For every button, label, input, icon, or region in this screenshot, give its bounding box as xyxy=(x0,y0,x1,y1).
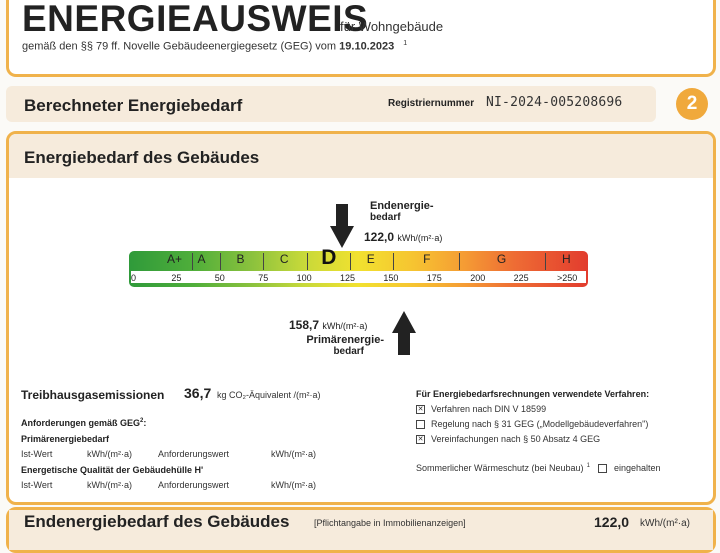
energy-class-e: E xyxy=(366,252,375,266)
procedures-title: Für Energiebedarfsrechnungen verwendete Verfahren: xyxy=(416,389,650,399)
energy-class-d: D xyxy=(321,246,337,269)
energy-class-a-plus: A+ xyxy=(167,252,183,266)
procedure-checkbox[interactable]: ✕ xyxy=(417,436,424,444)
class-separator xyxy=(220,253,221,270)
final-energy-title: Endenergiebedarf des Gebäudes xyxy=(24,512,290,531)
procedure-checkbox[interactable] xyxy=(416,420,425,429)
law-footnote: 1 xyxy=(403,40,408,47)
document-subtitle: für Wohngebäude xyxy=(340,19,444,34)
primary-energy-arrow-icon xyxy=(392,311,416,355)
scale-tick-label: 0 xyxy=(131,273,137,283)
end-energy-label: Endenergie- bedarf xyxy=(370,200,434,223)
scale-tick-label: 25 xyxy=(171,273,182,283)
primary-actual-label: Ist-Wert xyxy=(21,449,53,459)
scale-tick-label: 75 xyxy=(258,273,269,283)
energy-demand-title: Energiebedarf des Gebäudes xyxy=(24,148,260,167)
primary-required-unit: kWh/(m²·a) xyxy=(271,449,316,459)
final-energy-unit: kWh/(m²·a) xyxy=(640,518,690,529)
summer-protection-row: Sommerlicher Wärmeschutz (bei Neubau) $^1$ eingehalten xyxy=(416,463,661,473)
emissions-value: 36,7 xyxy=(184,385,212,401)
requirements-title: Anforderungen gemäß GEG$^2$: xyxy=(21,418,147,428)
class-separator xyxy=(192,253,193,270)
procedure-checkbox[interactable]: ✕ xyxy=(417,406,424,414)
scale-tick-label: 150 xyxy=(383,273,399,283)
energy-class-a: A xyxy=(197,252,206,266)
energy-class-c: C xyxy=(279,252,289,266)
final-energy-note: [Pflichtangabe in Immobilienanzeigen] xyxy=(314,518,466,528)
page-number-badge: 2 xyxy=(676,88,708,120)
section-title: Berechneter Energiebedarf xyxy=(24,96,243,115)
scale-tick-label: 200 xyxy=(470,273,486,283)
scale-tick-label: 125 xyxy=(340,273,356,283)
envelope-required-unit: kWh/(m²·a) xyxy=(271,480,316,490)
procedure-label: Vereinfachungen nach § 50 Absatz 4 GEG xyxy=(431,434,601,444)
emissions-unit: kg CO₂-Äquivalent /(m²·a) xyxy=(217,390,321,400)
class-separator xyxy=(307,253,308,270)
class-separator xyxy=(350,253,351,270)
primary-required-label: Anforderungswert xyxy=(158,449,230,459)
envelope-requirement-title: Energetische Qualität der Gebäudehülle H' xyxy=(21,465,204,475)
primary-requirement-title: Primärenergiebedarf xyxy=(21,434,110,444)
class-separator xyxy=(459,253,460,270)
registration-label: Registriernummer xyxy=(388,98,475,109)
energy-class-g: G xyxy=(496,252,507,266)
class-separator xyxy=(393,253,394,270)
law-date: 19.10.2023 xyxy=(339,40,395,53)
energy-class-f: F xyxy=(423,252,431,266)
envelope-required-label: Anforderungswert xyxy=(158,480,230,490)
procedure-label: Verfahren nach DIN V 18599 xyxy=(431,404,547,414)
end-energy-value: 122,0 kWh/(m²·a) xyxy=(364,230,443,244)
primary-energy-value: 158,7 kWh/(m²·a) xyxy=(289,318,368,332)
class-separator xyxy=(545,253,546,270)
final-energy-value: 122,0 xyxy=(594,514,630,530)
scale-tick-label: 225 xyxy=(513,273,529,283)
envelope-actual-unit: kWh/(m²·a) xyxy=(87,480,132,490)
scale-tick-label: 100 xyxy=(296,273,312,283)
scale-tick-label: 175 xyxy=(426,273,442,283)
primary-energy-label: Primärenergie- bedarf xyxy=(306,334,384,357)
law-reference xyxy=(22,40,407,53)
procedure-item xyxy=(416,434,600,444)
class-separator xyxy=(263,253,264,270)
scale-tick-label: 50 xyxy=(214,273,225,283)
document-title: ENERGIEAUSWEIS xyxy=(22,0,369,39)
procedure-item xyxy=(416,404,546,414)
primary-actual-unit: kWh/(m²·a) xyxy=(87,449,132,459)
energy-class-h: H xyxy=(562,252,571,266)
procedure-label: Regelung nach § 31 GEG („Modellgebäudeverfahren") xyxy=(431,419,649,429)
procedure-item xyxy=(416,419,648,429)
registration-number: NI-2024-005208696 xyxy=(486,95,623,110)
scale-tick-label: >250 xyxy=(557,273,578,283)
energy-class-b: B xyxy=(236,252,245,266)
envelope-actual-label: Ist-Wert xyxy=(21,480,53,490)
law-text: gemäß den §§ 79 ff. Novelle Gebäudeenergiegesetz (GEG) vom xyxy=(22,40,337,53)
emissions-label: Treibhausgasemissionen xyxy=(21,388,165,402)
summer-protection-checkbox[interactable] xyxy=(598,464,607,473)
end-energy-arrow-icon xyxy=(330,204,354,248)
